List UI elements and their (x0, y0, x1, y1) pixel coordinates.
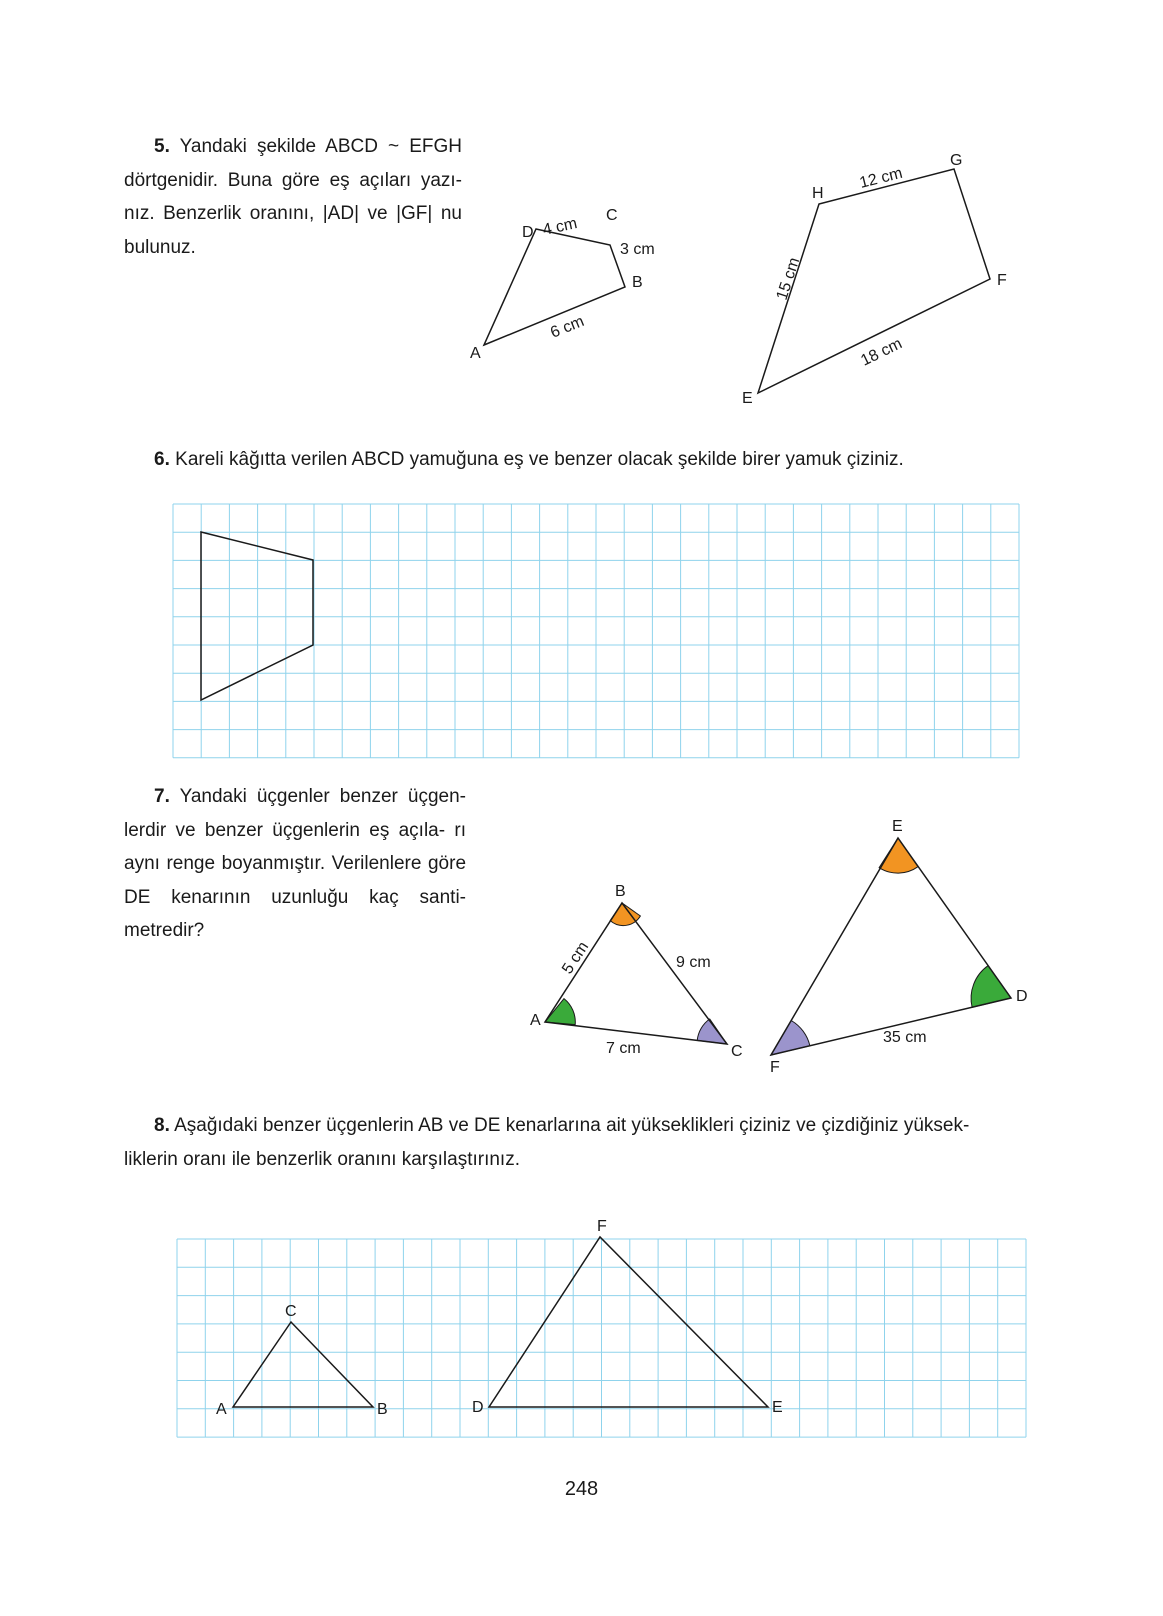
q5-line-2: dörtgenidir. Buna göre eş açıları yazı- (124, 169, 462, 191)
q7-label-bc: 9 cm (676, 954, 711, 971)
q7-line-5: metredir? (124, 920, 205, 941)
q5-label-hg: 12 cm (857, 164, 905, 192)
q8-number: 8. (154, 1115, 170, 1136)
q5-label-d: D (522, 224, 534, 241)
q8-def-triangle (489, 1237, 768, 1407)
q7-label-e: E (892, 818, 903, 835)
q7-angle-a-green (545, 999, 575, 1025)
q7-label-a: A (530, 1012, 541, 1029)
q7-label-ac: 7 cm (606, 1040, 641, 1057)
q7-number: 7. (154, 786, 170, 807)
q7-large-triangle (771, 838, 1011, 1055)
q7-label-b: B (615, 883, 626, 900)
q5-line-4: bulunuz. (124, 236, 196, 258)
q7-label-c: C (731, 1043, 743, 1060)
q5-label-g: G (950, 152, 963, 169)
q7-line-2: lerdir ve benzer üçgenlerin eş açıla- (124, 819, 446, 841)
q5-label-f: F (997, 272, 1007, 289)
q7-angle-d-green (971, 966, 1011, 1008)
q5-label-dc: 4 cm (541, 215, 579, 239)
q5-label-b: B (632, 274, 643, 291)
q7-angle-e-orange (879, 838, 918, 873)
q6-body: Kareli kâğıtta verilen ABCD yamuğuna eş ve benzer olacak şekilde birer yamuk çiziniz. (175, 449, 904, 470)
q8-label-d: D (472, 1399, 484, 1416)
q5-line-1: Yandaki şekilde ABCD ~ EFGH (179, 136, 463, 157)
q6-number: 6. (154, 449, 170, 470)
q7-label-f: F (770, 1059, 780, 1076)
q5-label-e: E (742, 390, 753, 407)
q8-abc-triangle (233, 1322, 373, 1407)
q5-label-a: A (470, 345, 481, 362)
q7-line-3: rı aynı renge boyanmıştır. Verilenlere (124, 819, 466, 874)
q7-label-d: D (1016, 988, 1028, 1005)
q5-number: 5. (154, 136, 170, 157)
q5-label-ab: 6 cm (548, 312, 587, 342)
q8-label-b: B (377, 1401, 388, 1418)
q7-line-1: Yandaki üçgenler benzer üçgen- (179, 786, 466, 807)
q8-label-a: A (216, 1401, 227, 1418)
q5-label-h: H (812, 185, 824, 202)
q8-label-e: E (772, 1399, 783, 1416)
q8-line-1: Aşağıdaki benzer üçgenlerin AB ve DE kenarlarına ait yükseklikleri çiziniz ve çizdiğiniz yüksek- (174, 1115, 970, 1136)
q8-label-c: C (285, 1303, 297, 1320)
q5-label-cb: 3 cm (620, 241, 655, 258)
q8-label-f: F (597, 1218, 607, 1235)
q7-label-fd: 35 cm (883, 1029, 927, 1046)
q7-line-4: göre DE kenarının uzunluğu kaç santi- (124, 853, 467, 908)
q5-label-eh: 15 cm (773, 255, 804, 303)
q8-line-2: liklerin oranı ile benzerlik oranını karşılaştırınız. (124, 1148, 520, 1170)
q5-line-3: nız. Benzerlik oranını, |AD| ve |GF| nu (124, 203, 462, 224)
q6-trapezoid (201, 532, 313, 700)
q5-label-c: C (606, 207, 618, 224)
page-number: 248 (564, 1478, 599, 1500)
q5-label-ef: 18 cm (858, 335, 905, 370)
q6-grid (173, 504, 1019, 758)
q7-label-ab: 5 cm (559, 938, 593, 978)
